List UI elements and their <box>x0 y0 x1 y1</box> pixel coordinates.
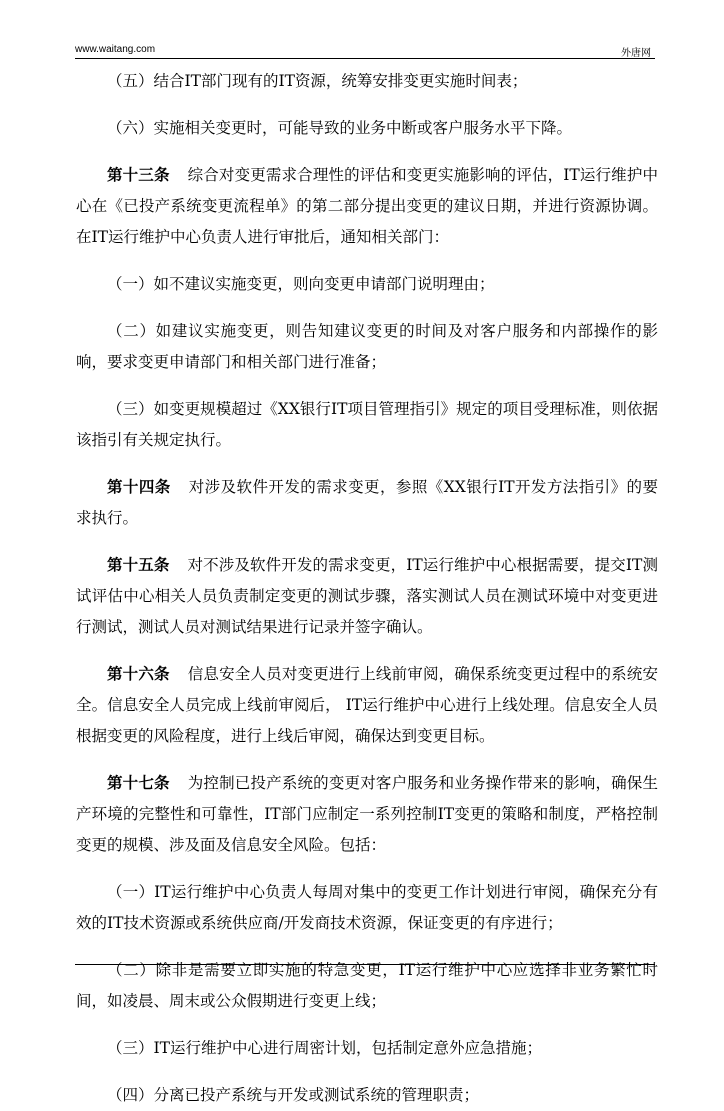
article-17-item-1: （一）IT运行维护中心负责人每周对集中的变更工作计划进行审阅，确保充分有效的IT技术资源或系统供应商/开发商技术资源，保证变更的有序进行； <box>76 883 658 932</box>
document-body <box>76 66 658 1111</box>
article-14-title: 第十四条 <box>107 478 171 496</box>
article-14: 第十四条 对涉及软件开发的需求变更，参照《XX银行IT开发方法指引》的要求执行。 <box>76 478 658 527</box>
article-13-item-2: （二）如建议实施变更，则告知建议变更的时间及对客户服务和内部操作的影响，要求变更申请部门和相关部门进行准备； <box>76 322 658 371</box>
footer-divider <box>75 964 655 965</box>
paragraph-item-5: （五）结合IT部门现有的IT资源，统筹安排变更实施时间表； <box>107 72 528 90</box>
article-16: 第十六条 信息安全人员对变更进行上线前审阅，确保系统变更过程中的系统安全。信息安全人员完成上线前审阅后， IT运行维护中心进行上线处理。信息安全人员根据变更的风险程度，进行上线后审阅，确保达到变更目标。 <box>76 665 658 745</box>
page-header <box>75 44 653 58</box>
article-17-item-4: （四）分离已投产系统与开发或测试系统的管理职责； <box>107 1086 480 1104</box>
article-15: 第十五条 对不涉及软件开发的需求变更，IT运行维护中心根据需要，提交IT测试评估中心相关人员负责制定变更的测试步骤，落实测试人员在测试环境中对变更进行测试，测试人员对测试结果进行记录并签字确认。 <box>76 556 658 636</box>
article-13: 第十三条 综合对变更需求合理性的评估和变更实施影响的评估，IT运行维护中心在《已投产系统变更流程单》的第二部分提出变更的建议日期，并进行资源协调。在IT运行维护中心负责人进行审批后，通知相关部门： <box>76 166 658 246</box>
header-divider <box>75 58 655 59</box>
article-13-title: 第十三条 <box>107 166 170 184</box>
article-15-title: 第十五条 <box>107 556 170 574</box>
article-13-item-1: （一）如不建议实施变更，则向变更申请部门说明理由； <box>107 275 495 293</box>
article-17-title: 第十七条 <box>107 774 170 792</box>
article-13-item-3: （三）如变更规模超过《XX银行IT项目管理指引》规定的项目受理标准，则依据该指引有关规定执行。 <box>76 400 658 449</box>
article-17-item-3: （三）IT运行维护中心进行周密计划，包括制定意外应急措施； <box>107 1039 542 1057</box>
site-url[interactable]: www.waitang.com <box>75 44 156 55</box>
article-17: 第十七条 为控制已投产系统的变更对客户服务和业务操作带来的影响，确保生产环境的完整性和可靠性，IT部门应制定一系列控制IT变更的策略和制度，严格控制变更的规模、涉及面及信息安全风险。包括： <box>76 774 658 854</box>
article-16-title: 第十六条 <box>107 665 170 683</box>
brand-name: 外唐网 <box>621 48 651 59</box>
paragraph-item-6: （六）实施相关变更时，可能导致的业务中断或客户服务水平下降。 <box>107 119 573 137</box>
article-17-item-2: （二）除非是需要立即实施的特急变更，IT运行维护中心应选择非业务繁忙时间，如凌晨、周末或公众假期进行变更上线； <box>76 961 658 1010</box>
